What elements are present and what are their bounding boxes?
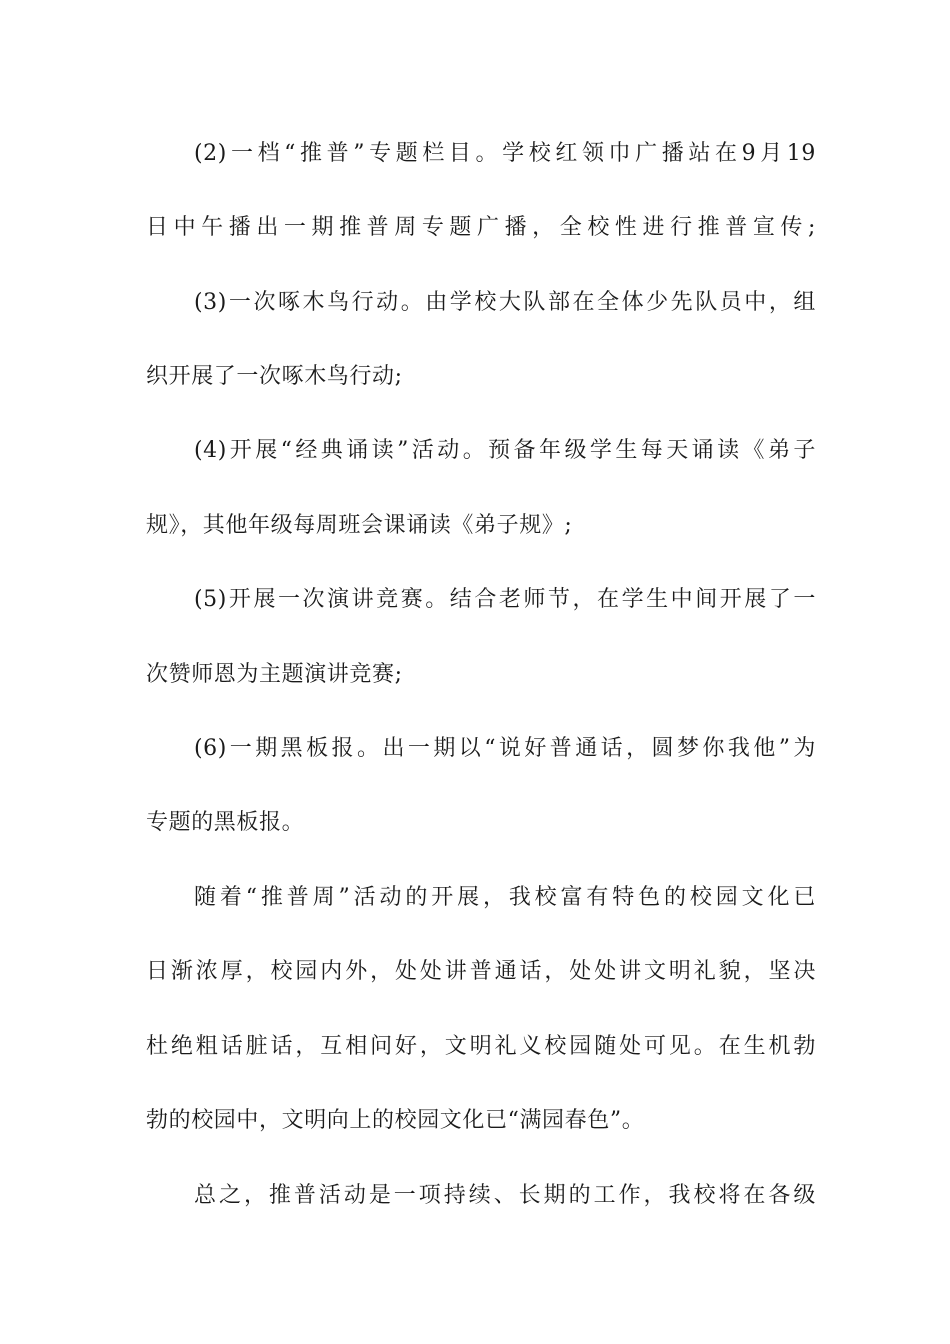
text-line-1: (2)一档“推普”专题栏目。学校红领巾广播站在9月19 <box>194 141 816 166</box>
text-line-8: 次赞师恩为主题演讲竞赛; <box>146 662 403 687</box>
text-line-4: 织开展了一次啄木鸟行动; <box>146 364 403 389</box>
text-line-7: (5)开展一次演讲竞赛。结合老师节，在学生中间开展了一 <box>194 587 816 612</box>
text-line-9: (6)一期黑板报。出一期以“说好普通话，圆梦你我他”为 <box>194 736 816 761</box>
text-line-11: 随着“推普周”活动的开展，我校富有特色的校园文化已 <box>194 885 816 910</box>
text-line-15: 总之，推普活动是一项持续、长期的工作，我校将在各级 <box>194 1183 816 1208</box>
text-line-12: 日渐浓厚，校园内外，处处讲普通话，处处讲文明礼貌，坚决 <box>146 959 816 984</box>
text-line-14: 勃的校园中，文明向上的校园文化已“满园春色”。 <box>146 1108 645 1133</box>
text-line-10: 专题的黑板报。 <box>146 810 305 835</box>
text-line-5: (4)开展“经典诵读”活动。预备年级学生每天诵读《弟子 <box>194 438 816 463</box>
text-line-13: 杜绝粗话脏话，互相问好，文明礼义校园随处可见。在生机勃 <box>146 1034 816 1059</box>
text-line-2: 日中午播出一期推普周专题广播，全校性进行推普宣传; <box>146 215 816 240</box>
text-line-3: (3)一次啄木鸟行动。由学校大队部在全体少先队员中，组 <box>194 290 816 315</box>
text-line-6: 规》，其他年级每周班会课诵读《弟子规》; <box>146 513 573 538</box>
